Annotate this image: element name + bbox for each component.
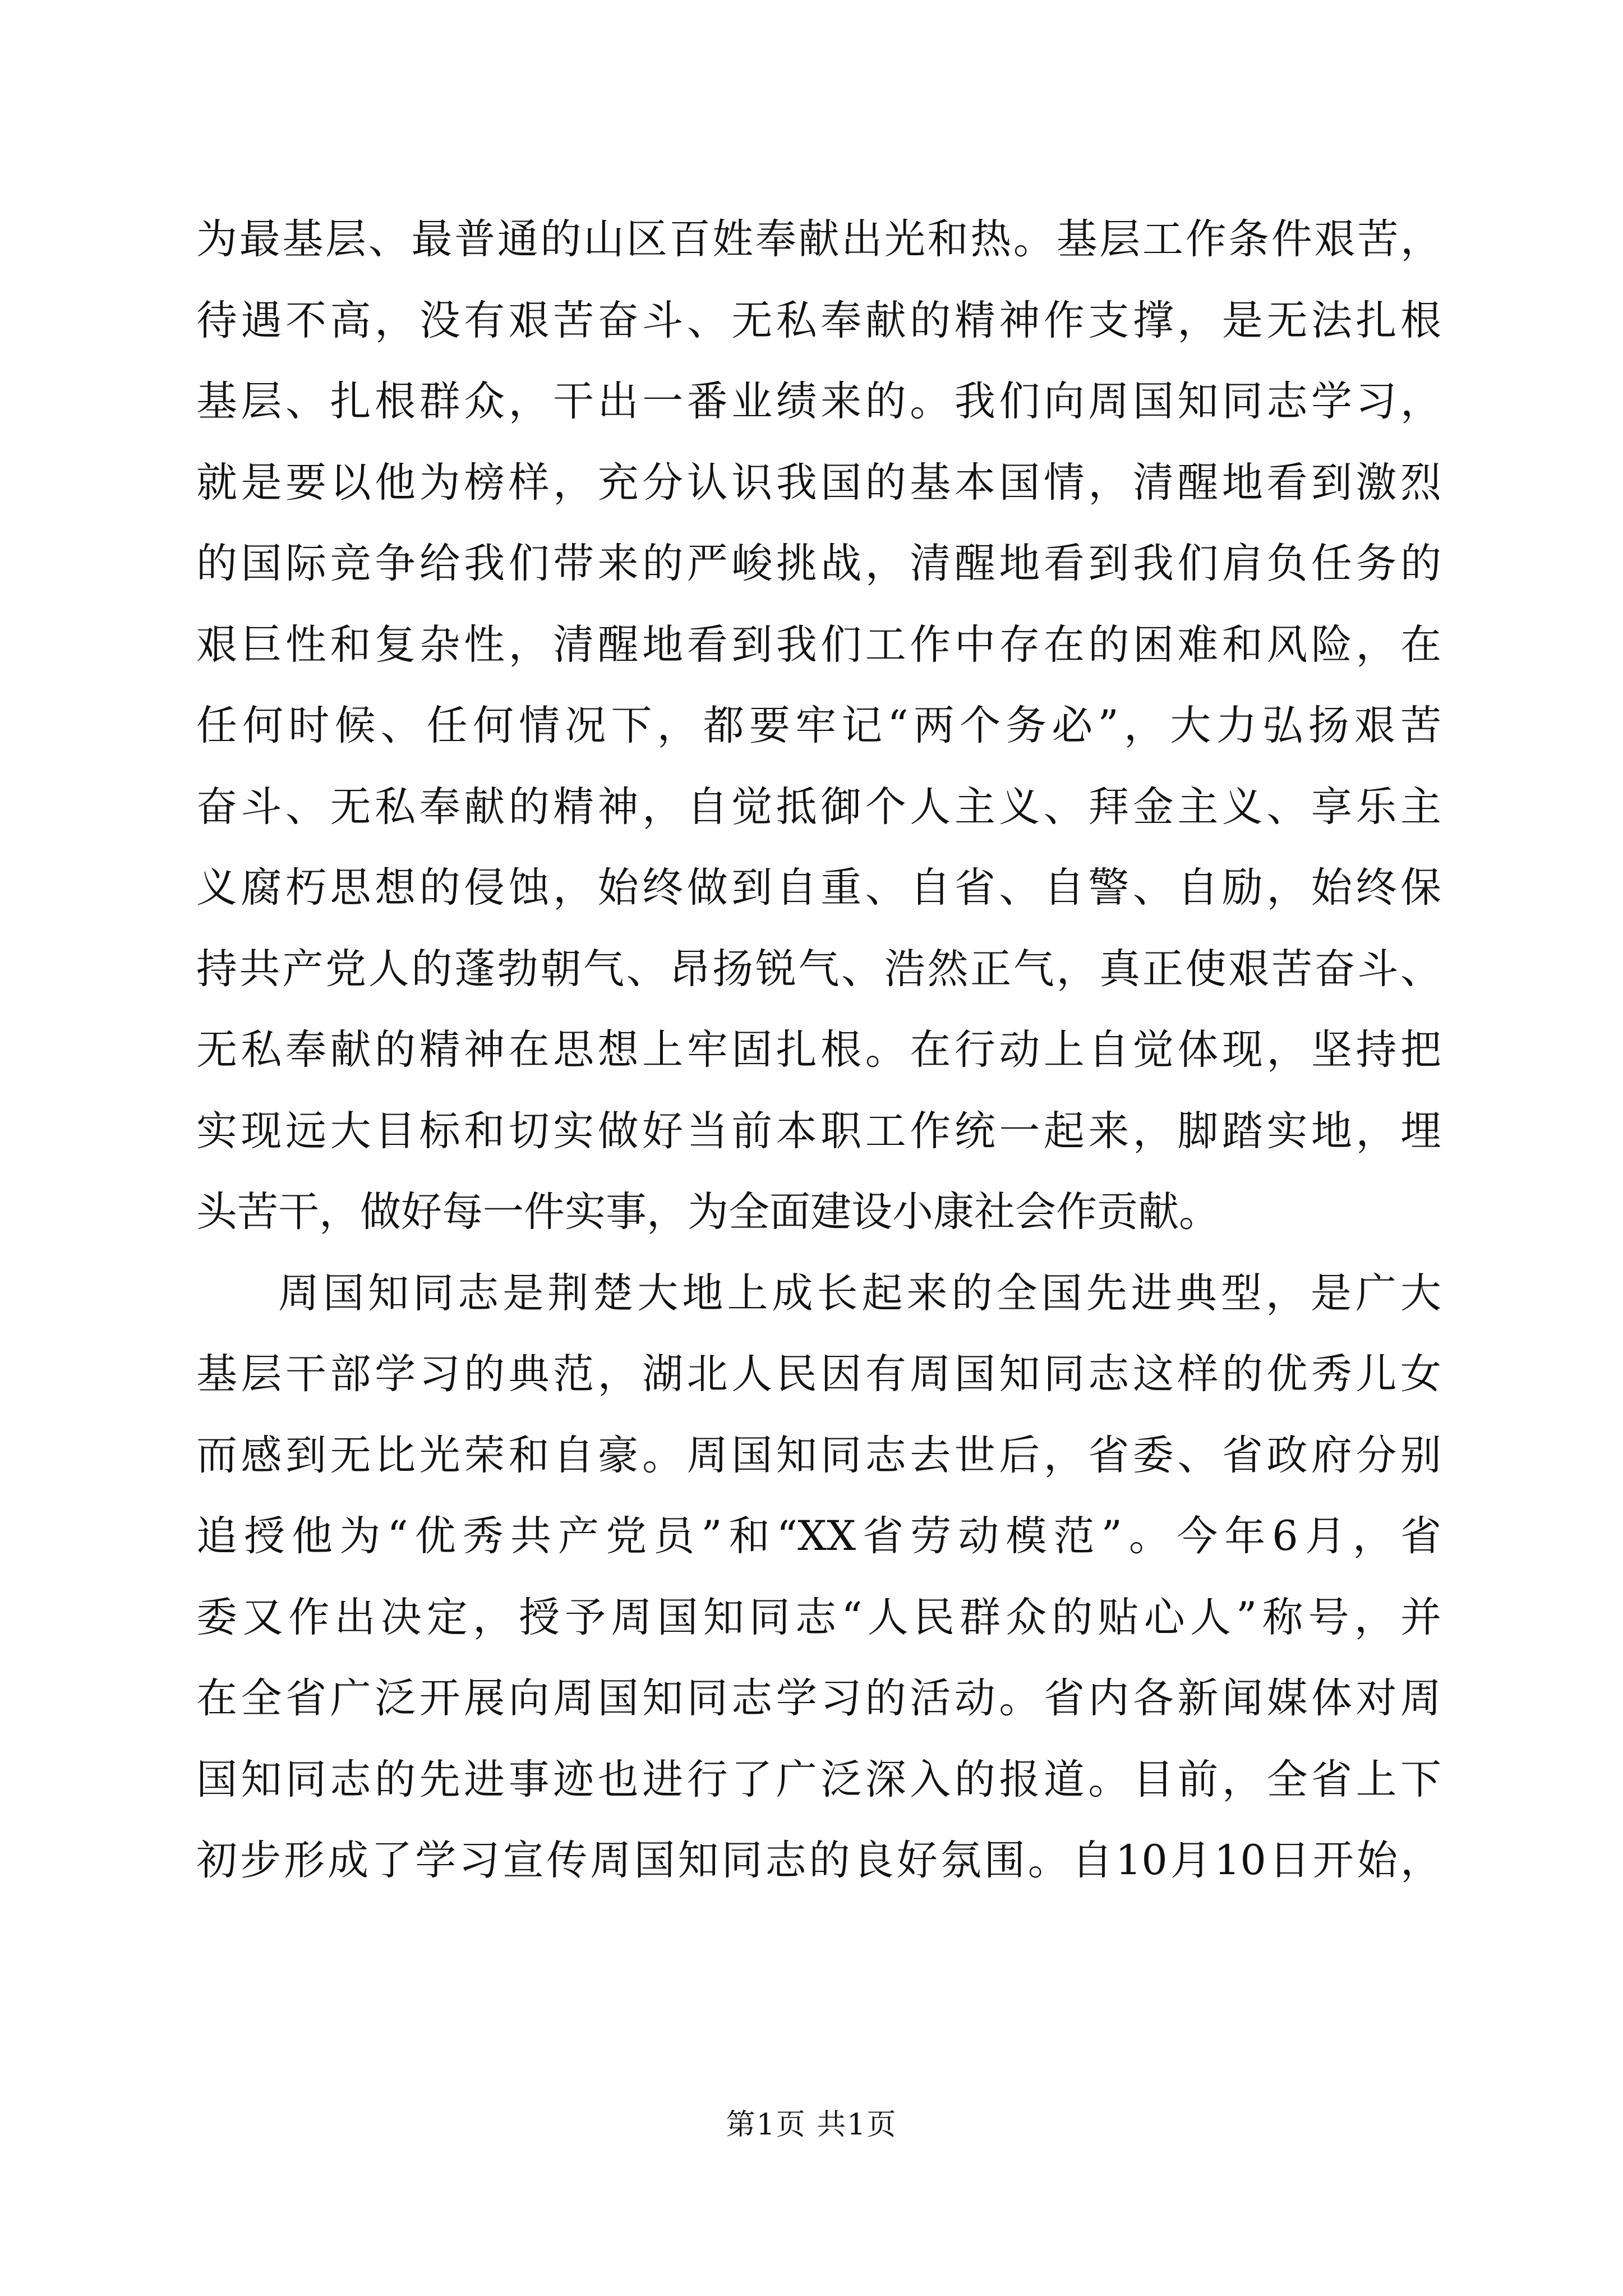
text-line: 义腐朽思想的侵蚀，始终做到自重、自省、自警、自励，始终保 (196, 864, 1441, 912)
text-line: 任何时候、任何情况下，都要牢记“两个务必”，大力弘扬艰苦 (196, 702, 1441, 749)
text-line: 而感到无比光荣和自豪。周国知同志去世后，省委、省政府分别 (196, 1431, 1441, 1479)
text-line: 在全省广泛开展向周国知同志学习的活动。省内各新闻媒体对周 (196, 1674, 1441, 1722)
text-line: 委又作出决定，授予周国知同志“人民群众的贴心人”称号，并 (196, 1593, 1441, 1641)
paragraph-2 (196, 1253, 1441, 1902)
text-line: 国知同志的先进事迹也进行了广泛深入的报道。目前，全省上下 (196, 1755, 1441, 1803)
paragraph-1 (196, 199, 1441, 1253)
text-line: 待遇不高，没有艰苦奋斗、无私奉献的精神作支撑，是无法扎根 (196, 296, 1441, 344)
text-line: 艰巨性和复杂性，清醒地看到我们工作中存在的困难和风险，在 (196, 620, 1441, 669)
text-line: 基层干部学习的典范，湖北人民因有周国知同志这样的优秀儿女 (196, 1350, 1441, 1398)
text-line: 无私奉献的精神在思想上牢固扎根。在行动上自觉体现，坚持把 (196, 1026, 1441, 1074)
document-body (196, 199, 1441, 1902)
text-line: 追授他为“优秀共产党员”和“XX省劳动模范”。今年6月，省 (196, 1512, 1441, 1560)
text-line: 就是要以他为榜样，充分认识我国的基本国情，清醒地看到激烈 (196, 458, 1441, 507)
text-line: 头苦干，做好每一件实事，为全面建设小康社会作贡献。 (196, 1188, 1220, 1236)
text-line: 为最基层、最普通的山区百姓奉献出光和热。基层工作条件艰苦， (196, 215, 1441, 263)
page-footer (0, 2101, 1623, 2143)
text-line: 的国际竞争给我们带来的严峻挑战，清醒地看到我们肩负任务的 (196, 540, 1441, 587)
text-line: 奋斗、无私奉献的精神，自觉抵御个人主义、拜金主义、享乐主 (196, 783, 1441, 831)
text-line: 周国知同志是荆楚大地上成长起来的全国先进典型，是广大 (278, 1269, 1441, 1317)
text-line: 初步形成了学习宣传周国知同志的良好氛围。自10月10日开始， (196, 1837, 1441, 1884)
text-line: 实现远大目标和切实做好当前本职工作统一起来，脚踏实地，埋 (196, 1107, 1441, 1155)
text-line: 基层、扎根群众，干出一番业绩来的。我们向周国知同志学习， (196, 378, 1441, 425)
page-number-label: 第1页 共1页 (726, 2108, 897, 2142)
text-line: 持共产党人的蓬勃朝气、昂扬锐气、浩然正气，真正使艰苦奋斗、 (196, 945, 1441, 993)
